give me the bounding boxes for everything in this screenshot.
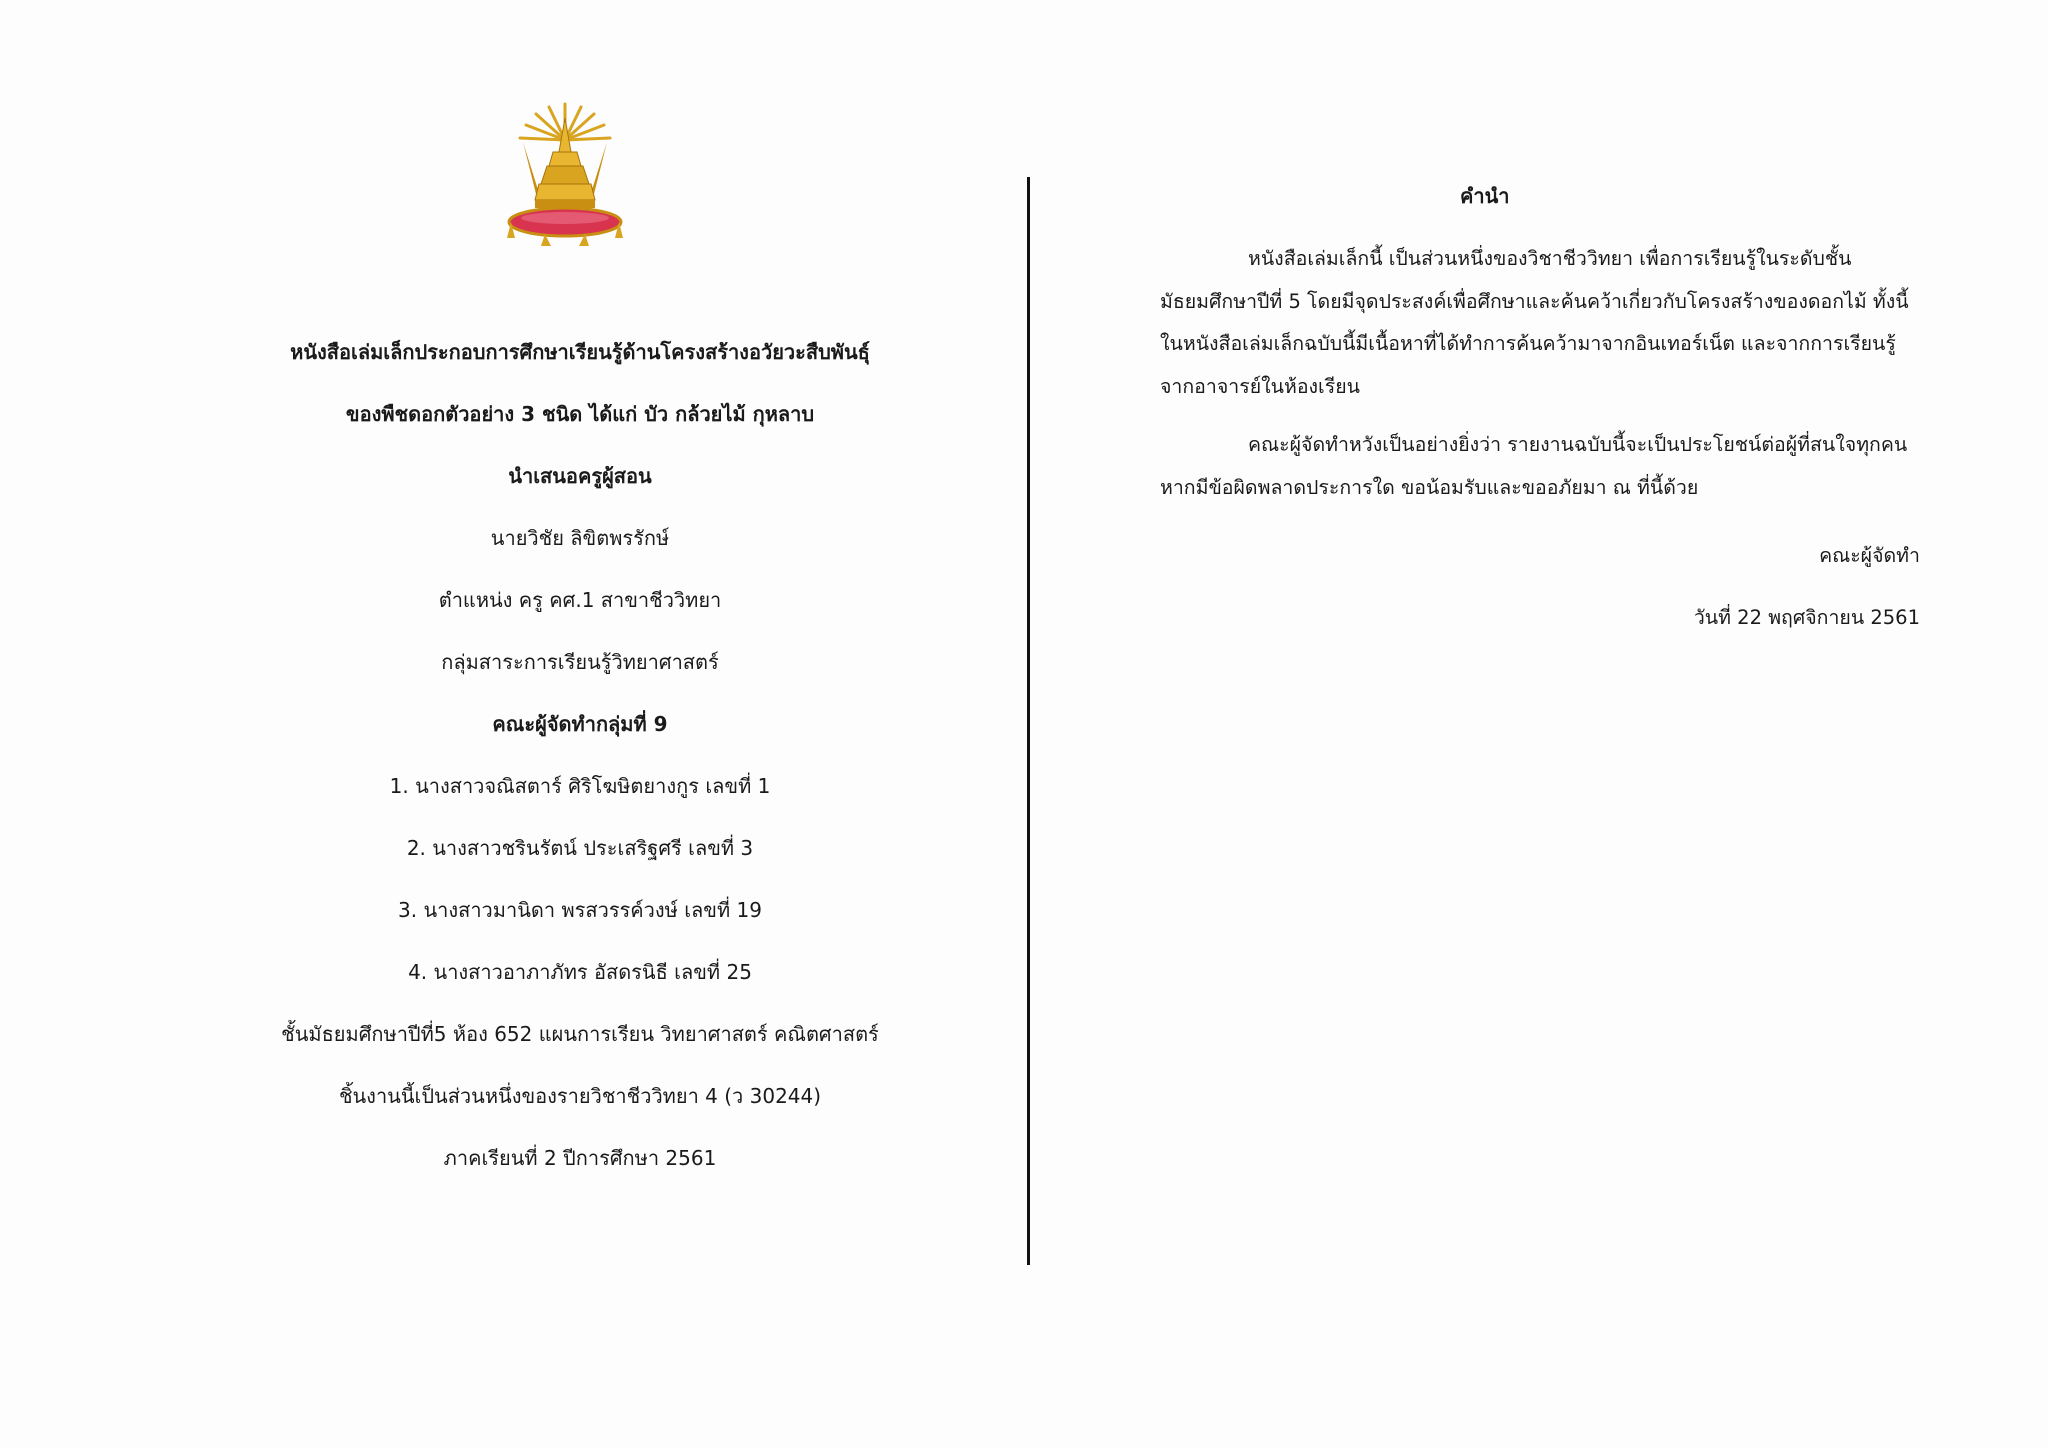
department: กลุ่มสาระการเรียนรู้วิทยาศาสตร์ <box>441 650 719 674</box>
team-heading: คณะผู้จัดทำกลุ่มที่ 9 <box>492 712 668 736</box>
teacher-name: นายวิชัย ลิขิตพรรักษ์ <box>490 526 670 550</box>
cover-title-line2: ของพืชดอกตัวอย่าง 3 ชนิด ได้แก่ บัว กล้วยไม้ กุหลาบ <box>345 402 815 426</box>
class-info: ชั้นมัธยมศึกษาปีที่5 ห้อง 652 แผนการเรียน วิทยาศาสตร์ คณิตศาสตร์ <box>281 1022 879 1046</box>
cover-text-block <box>260 335 900 1203</box>
preface-title: คำนำ <box>1460 184 1510 208</box>
teacher-position: ตำแหน่ง ครู คศ.1 สาขาชีววิทยา <box>438 588 722 612</box>
preface-page <box>1032 0 2048 1448</box>
semester: ภาคเรียนที่ 2 ปีการศึกษา 2561 <box>443 1146 717 1170</box>
preface-signature: คณะผู้จัดทำ <box>1819 544 1920 567</box>
preface-date: วันที่ 22 พฤศจิกายน 2561 <box>1693 606 1920 629</box>
course-info: ชิ้นงานนี้เป็นส่วนหนึ่งของรายวิชาชีววิทยา 4 (ว 30244) <box>338 1084 822 1108</box>
page-divider <box>1027 177 1030 1265</box>
preface-paragraph-1: หนังสือเล่มเล็กนี้ เป็นส่วนหนึ่งของวิชาชีววิทยา เพื่อการเรียนรู้ในระดับชั้นมัธยมศึกษาปีที่ 5 โดยมีจุดประสงค์เพื่อศึกษาและค้นคว้าเกี่ยวกับโครงสร้างของดอกไม้ ทั้งนี้ ในหนังสือเล่มเล็กฉบับนี้มีเนื้อหาที่ได้ทำการค้นคว้ามาจากอินเทอร์เน็ต และจากการเรียนรู้จากอาจารย์ในห้องเรียน <box>1160 247 1909 398</box>
cover-title-line1: หนังสือเล่มเล็กประกอบการศึกษาเรียนรู้ด้านโครงสร้างอวัยวะสืบพันธุ์ <box>290 340 870 364</box>
member-item: 3. นางสาวมานิดา พรสวรรค์วงษ์ เลขที่ 19 <box>398 898 762 922</box>
present-heading: นำเสนอครูผู้สอน <box>508 464 652 488</box>
member-item: 1. นางสาวจณิสตาร์ ศิริโฆษิตยางกูร เลขที่ 1 <box>389 774 771 798</box>
preface-paragraph-2: คณะผู้จัดทำหวังเป็นอย่างยิ่งว่า รายงานฉบับนี้จะเป็นประโยชน์ต่อผู้ที่สนใจทุกคน หากมีข้อผิดพลาดประการใด ขอน้อมรับและขออภัยมา ณ ที่นี้ด้วย <box>1160 433 1908 499</box>
preface-body <box>1160 238 1920 649</box>
member-item: 2. นางสาวชรินรัตน์ ประเสริฐศรี เลขที่ 3 <box>406 836 754 860</box>
member-item: 4. นางสาวอาภาภัทร อัสดรนิธี เลขที่ 25 <box>408 960 752 984</box>
school-emblem-icon <box>505 100 625 250</box>
